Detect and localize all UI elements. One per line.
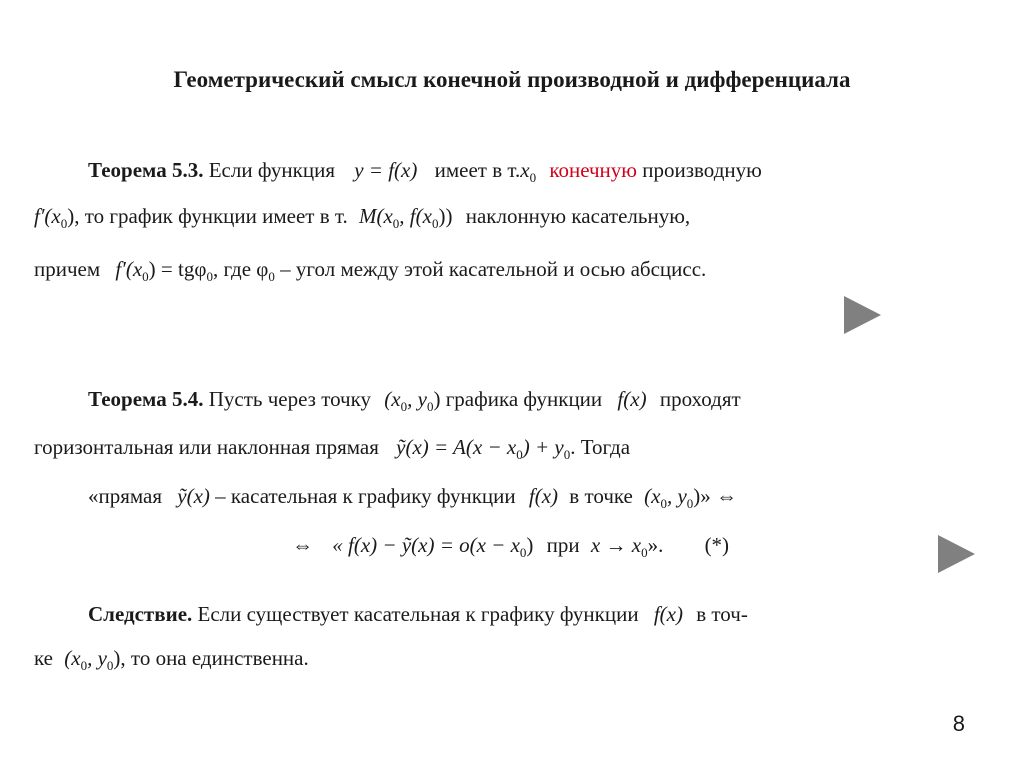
text: Если функция — [208, 158, 335, 182]
text: имеет в т. — [434, 158, 521, 182]
text: ке — [34, 646, 54, 670]
theorem-label: Теорема 5.3. — [88, 158, 204, 182]
subscript: 0 — [686, 496, 694, 512]
text: Тогда — [580, 435, 631, 459]
subscript: 0 — [206, 269, 213, 285]
theorem-5-3-line-3 — [34, 257, 706, 285]
text: ». — [647, 533, 664, 557]
subscript: 0 — [660, 496, 667, 512]
text: – угол между этой касательной и осью абсцисс. — [280, 257, 707, 281]
text: производную — [642, 158, 762, 182]
equivalence-symbol: ⇔ — [292, 533, 313, 557]
slide-title: Геометрический смысл конечной производной и дифференциала — [173, 67, 851, 92]
formula: x — [520, 158, 530, 182]
text: , где φ — [212, 257, 269, 281]
corollary-line-2: ке ($x_0$, $y_0$), то она единственна. — [34, 646, 309, 674]
text: наклонную касательную, — [465, 204, 691, 228]
next-triangle-icon[interactable] — [938, 535, 975, 573]
equation-label: (*) — [704, 533, 730, 557]
subscript: 0 — [516, 447, 523, 463]
formula: f(x) — [617, 387, 647, 411]
theorem-5-4-line-2: горизонтальная или наклонная прямая ỹ(x) = $A(x - x_0) + y_0$. Тогда — [34, 435, 631, 463]
text: графика функции — [445, 387, 603, 411]
text: в точке — [569, 484, 633, 508]
formula: f′(x — [34, 204, 61, 228]
subscript: 0 — [400, 399, 408, 415]
corollary-label: Следствие. — [88, 602, 193, 626]
subscript: 0 — [641, 545, 648, 561]
formula: ỹ(x) — [177, 484, 210, 508]
formula: f′(x — [115, 257, 143, 281]
text: горизонтальная или наклонная прямая — [34, 435, 379, 459]
text: причем — [34, 257, 101, 281]
text: в точ- — [696, 602, 748, 626]
text: – касательная к графику функции — [215, 484, 516, 508]
subscript: 0 — [106, 658, 114, 674]
theorem-5-3-line-2: $f'(x_0)$, то график функции имеет в т. $M(x_0$, $f(x_0)$) наклонную касательную, — [34, 204, 691, 232]
text: » ⇔ — [700, 484, 738, 508]
theorem-label: Теорема 5.4. — [88, 387, 204, 411]
formula: « f(x) − ỹ(x) = o(x − x — [332, 533, 520, 557]
formula: x → x — [590, 533, 642, 557]
next-triangle-icon[interactable] — [844, 296, 881, 334]
theorem-5-3-line-1 — [88, 158, 976, 186]
formula: ) = tgφ — [148, 257, 207, 281]
text: , то она единственна. — [120, 646, 309, 670]
formula: f(x) — [653, 602, 683, 626]
formula: f(x) — [528, 484, 559, 508]
highlighted-word: конечную — [549, 158, 637, 182]
text: «прямая — [88, 484, 163, 508]
subscript: 0 — [431, 216, 439, 232]
subscript: 0 — [392, 216, 400, 232]
formula: ỹ(x) = A(x − x — [396, 435, 517, 459]
text: Если существует касательная к графику функции — [197, 602, 639, 626]
theorem-5-4-line-3: «прямая ỹ(x) – касательная к графику функции f(x) в точке ($x_0$, $y_0$)» ⇔ — [88, 484, 738, 512]
text: , то график функции имеет в т. — [74, 204, 348, 228]
subscript: 0 — [60, 216, 68, 232]
formula: y = f(x) — [354, 158, 418, 182]
subscript: 0 — [529, 170, 537, 186]
formula: M(x — [358, 204, 393, 228]
subscript: 0 — [142, 269, 149, 285]
subscript: 0 — [563, 447, 571, 463]
subscript: 0 — [268, 269, 275, 285]
text: Пусть через точку — [208, 387, 372, 411]
subscript: 0 — [80, 658, 88, 674]
page-number: 8 — [952, 711, 965, 736]
text: при — [546, 533, 580, 557]
text: проходят — [659, 387, 741, 411]
subscript: 0 — [426, 399, 434, 415]
theorem-5-4-line-1: Теорема 5.4. Пусть через точку ($x_0$, $y_0$) графика функции f(x) проходят — [88, 387, 741, 415]
corollary-line-1 — [88, 602, 976, 627]
theorem-5-4-line-4: ⇔ « f(x) − ỹ(x) = $o(x - x_0)$ при $x \to x_0$». (*) — [292, 533, 730, 561]
subscript: 0 — [519, 545, 527, 561]
